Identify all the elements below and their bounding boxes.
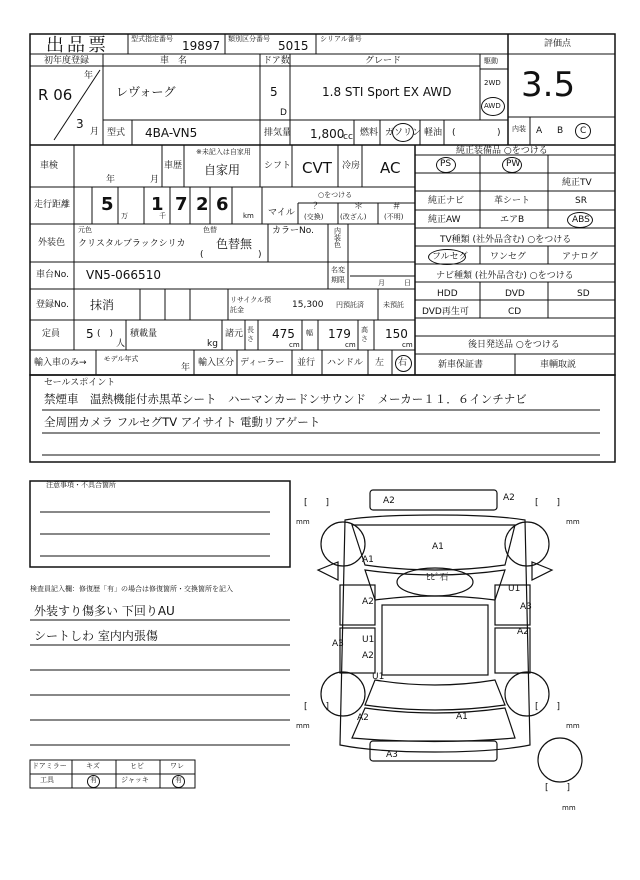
drive-option-awd: AWD bbox=[484, 102, 501, 110]
damage-mark: A2 bbox=[357, 713, 369, 723]
original-color: クリスタルブラックシリカ bbox=[78, 239, 186, 249]
docs-item-warranty: 新車保証書 bbox=[438, 360, 484, 370]
tire-bracket-rr: [ ] bbox=[535, 702, 561, 712]
first-reg-label: 初年度登録 bbox=[44, 56, 90, 66]
unknown-mark: ＃ bbox=[392, 202, 402, 212]
color-paren-open: ( bbox=[200, 250, 204, 260]
drive-label: 駆動 bbox=[484, 57, 498, 65]
capacity-label: 定員 bbox=[42, 329, 61, 339]
damage-mark: A2 bbox=[362, 597, 374, 607]
capacity-persons-paren: ( ) bbox=[97, 329, 114, 339]
fuel-other-close: ) bbox=[497, 128, 501, 138]
sales-points-line-1: 禁煙車 温熱機能付赤黒革シート ハーマンカードンサウンド メーカー１１．６インチナビ bbox=[44, 392, 527, 406]
displacement: 1,800 bbox=[310, 127, 345, 141]
model-spec-label: 型式指定番号 bbox=[131, 35, 173, 43]
model-spec-no: 19897 bbox=[182, 39, 221, 53]
model-label: 型式 bbox=[107, 128, 126, 138]
name-change-day: 日 bbox=[404, 279, 411, 287]
tv-header: TV種類 (社外品含む) ○をつける bbox=[440, 235, 572, 245]
mileage-sen-unit: 千 bbox=[159, 212, 166, 220]
rating-label: 評価点 bbox=[544, 39, 572, 49]
legend-tools-value: 有 bbox=[90, 776, 97, 784]
damage-mark: U1 bbox=[508, 584, 521, 594]
mileage-circle-note: ○をつける bbox=[318, 191, 353, 199]
interior-option-c: C bbox=[580, 126, 587, 136]
grade: 1.8 STI Sport EX AWD bbox=[322, 85, 452, 99]
ac-label: 冷房 bbox=[342, 161, 361, 171]
genuine-header: 純正装備品 ○をつける bbox=[456, 146, 548, 156]
handle-selected-circle bbox=[395, 355, 412, 372]
unknown-label: (不明) bbox=[384, 213, 404, 221]
door-type: D bbox=[280, 108, 287, 118]
navi-header: ナビ種類 (社外品含む) ○をつける bbox=[436, 271, 574, 281]
damage-mark: A2 bbox=[362, 651, 374, 661]
tire-bracket-fl: [ ] bbox=[304, 498, 330, 508]
legend-tools: 工具 bbox=[40, 776, 54, 784]
legend-header-crack: ヒビ bbox=[130, 762, 144, 770]
sheet-title: 出品票 bbox=[46, 35, 109, 56]
damage-mark: A3 bbox=[332, 639, 344, 649]
length: 475 bbox=[272, 327, 295, 341]
navi-item-sd: SD bbox=[577, 289, 590, 299]
fuel-diesel: 軽油 bbox=[424, 128, 443, 138]
model-code: 4BA-VN5 bbox=[145, 126, 198, 140]
car-name-label: 車 名 bbox=[160, 56, 188, 66]
capacity-persons-unit: 人 bbox=[116, 339, 126, 349]
height-label: 高さ bbox=[361, 326, 368, 343]
fuel-selected-circle bbox=[392, 123, 414, 142]
legend-header-break: ワレ bbox=[170, 762, 184, 770]
width-unit: cm bbox=[345, 341, 356, 349]
damage-mark: ﾋﾋﾞ石 bbox=[426, 573, 449, 583]
interior-rating-label: 内装 bbox=[512, 125, 526, 133]
history: 自家用 bbox=[204, 163, 241, 177]
mileage-digit-1: 5 bbox=[101, 194, 114, 215]
interior-option-a: A bbox=[536, 126, 543, 136]
damage-mark: A2 bbox=[517, 627, 529, 637]
history-label: 車歴 bbox=[164, 161, 183, 171]
dims-label: 諸元 bbox=[225, 329, 244, 339]
ac: AC bbox=[380, 159, 401, 177]
recycle-status: 円預託済 bbox=[336, 301, 364, 309]
load-label: 積載量 bbox=[130, 329, 158, 339]
chassis-no: VN5-066510 bbox=[86, 268, 161, 282]
notes-label: 注意事項・不具合箇所 bbox=[46, 481, 116, 489]
tire-mm-rr: mm bbox=[566, 722, 580, 730]
legend-header-mirror: ドアミラー bbox=[32, 762, 67, 770]
inspector-line-2: シートしわ 室内内張傷 bbox=[34, 629, 158, 643]
recycle-amount: 15,300 bbox=[292, 300, 324, 310]
legend-header-scratch: キズ bbox=[86, 762, 100, 770]
damage-mark: A2 bbox=[503, 493, 515, 503]
genuine-item-navi: 純正ナビ bbox=[428, 196, 465, 206]
fuel-label: 燃料 bbox=[360, 128, 379, 138]
handle-label: ハンドル bbox=[327, 358, 364, 368]
tire-mm-rl: mm bbox=[296, 722, 310, 730]
altered-mark: ＊ bbox=[354, 202, 364, 212]
interior-option-b: B bbox=[557, 126, 564, 136]
genuine-item-sr: SR bbox=[575, 196, 587, 206]
sales-points-line-2: 全周囲カメラ フルセグTV アイサイト 電動リアゲート bbox=[44, 415, 321, 429]
tire-mm-fl: mm bbox=[296, 518, 310, 526]
sales-points-label: セールスポイント bbox=[44, 378, 116, 388]
load-unit: kg bbox=[207, 339, 218, 349]
legend-tools-circle bbox=[87, 775, 100, 788]
registration-value: 抹消 bbox=[90, 298, 115, 312]
navi-item-dvd: DVD bbox=[505, 289, 525, 299]
damage-mark: A3 bbox=[520, 602, 532, 612]
navi-item-hdd: HDD bbox=[437, 289, 458, 299]
first-reg-month-unit: 月 bbox=[90, 127, 100, 137]
legend-jack: ジャッキ bbox=[121, 776, 149, 784]
history-note: ※未記入は自家用 bbox=[196, 148, 251, 156]
damage-mark: A1 bbox=[456, 712, 468, 722]
recycle-label: リサイクル預託金 bbox=[230, 296, 272, 314]
genuine-item-tv: 純正TV bbox=[562, 178, 592, 188]
inspector-line-1: 外装すり傷多い 下回りAU bbox=[34, 604, 175, 618]
doors-label: ドア数 bbox=[263, 56, 290, 66]
shaken-year-unit: 年 bbox=[106, 175, 116, 185]
name-change-month: 月 bbox=[378, 279, 385, 287]
mileage-man-unit: 万 bbox=[121, 212, 128, 220]
navi-item-dvd-play: DVD再生可 bbox=[422, 307, 469, 317]
color-label: 外装色 bbox=[38, 238, 66, 248]
shift: CVT bbox=[302, 159, 332, 177]
color-no-label: カラーNo. bbox=[272, 226, 314, 236]
mileage-digit-2: 1 bbox=[151, 194, 164, 215]
width: 179 bbox=[328, 327, 351, 341]
drive-option-2wd: 2WD bbox=[484, 79, 501, 87]
handle-right: 右 bbox=[398, 358, 408, 368]
shaken-month-unit: 月 bbox=[150, 175, 160, 185]
damage-mark: A1 bbox=[432, 542, 444, 552]
tire-bracket-fr: [ ] bbox=[535, 498, 561, 508]
genuine-abs-circle bbox=[567, 212, 593, 228]
displacement-label: 排気量 bbox=[264, 128, 292, 138]
genuine-item-abs: ABS bbox=[572, 215, 590, 225]
width-label: 幅 bbox=[306, 329, 313, 337]
rating-score: 3.5 bbox=[521, 65, 576, 105]
first-reg-month: 3 bbox=[76, 117, 84, 131]
fuel-gasoline: ガソリン bbox=[385, 128, 422, 138]
exchange-label: (交換) bbox=[304, 213, 324, 221]
parallel-label: 並行 bbox=[297, 358, 316, 368]
import-label: 輸入車のみ→ bbox=[34, 358, 87, 368]
repaint: 色替無 bbox=[216, 237, 253, 251]
model-year-unit: 年 bbox=[181, 363, 191, 373]
capacity-persons: 5 bbox=[86, 327, 94, 341]
category-no: 5015 bbox=[278, 39, 309, 53]
tv-item-oneseg: ワンセグ bbox=[490, 252, 527, 262]
car-name: レヴォーグ bbox=[116, 85, 176, 99]
tire-mm-spare: mm bbox=[562, 804, 576, 812]
legend-jack-circle bbox=[172, 775, 185, 788]
mile-label: マイル bbox=[268, 208, 295, 218]
registration-label: 登録No. bbox=[36, 300, 69, 310]
mileage-digit-5: 6 bbox=[216, 194, 229, 215]
shaken-label: 車検 bbox=[40, 161, 59, 171]
altered-label: (改ざん) bbox=[340, 213, 367, 221]
grade-label: グレード bbox=[365, 56, 402, 66]
original-color-label: 元色 bbox=[78, 226, 92, 234]
length-label: 長さ bbox=[247, 326, 254, 343]
damage-mark: U1 bbox=[372, 672, 385, 682]
legend-jack-value: 有 bbox=[175, 776, 182, 784]
damage-mark: A2 bbox=[383, 496, 395, 506]
genuine-item-leather: 革シート bbox=[494, 196, 531, 206]
tv-item-analog: アナログ bbox=[562, 252, 599, 262]
color-code-label: 色替 bbox=[203, 226, 217, 234]
exchange-mark: ？ bbox=[313, 202, 323, 212]
chassis-label: 車台No. bbox=[36, 270, 69, 280]
tire-mm-fr: mm bbox=[566, 518, 580, 526]
navi-item-cd: CD bbox=[508, 307, 522, 317]
docs-header: 後日発送品 ○をつける bbox=[468, 340, 560, 350]
unpaid-label: 未預託 bbox=[383, 301, 404, 309]
genuine-ps-circle bbox=[436, 157, 456, 173]
tire-bracket-rl: [ ] bbox=[304, 702, 330, 712]
docs-item-manual: 車輌取説 bbox=[540, 360, 577, 370]
tv-item-fullseg: フルセグ bbox=[432, 252, 468, 262]
dealer-label: ディーラー bbox=[240, 358, 285, 368]
genuine-pw-circle bbox=[502, 157, 522, 173]
first-reg-year-unit: 年 bbox=[84, 71, 94, 81]
tv-selected-circle bbox=[428, 249, 466, 265]
category-label: 類別区分番号 bbox=[228, 35, 270, 43]
damage-mark: A1 bbox=[362, 555, 374, 565]
mileage-label: 走行距離 bbox=[34, 200, 71, 210]
fuel-other: ( bbox=[452, 128, 456, 138]
genuine-item-ps: PS bbox=[440, 159, 452, 169]
interior-color-label: 内装色 bbox=[334, 227, 341, 249]
inspector-label: 検査員記入欄：修復歴「有」の場合は修復箇所・交換箇所を記入 bbox=[30, 585, 233, 593]
mileage-digit-4: 2 bbox=[196, 194, 209, 215]
height: 150 bbox=[385, 327, 408, 341]
height-unit: cm bbox=[402, 341, 413, 349]
handle-left: 左 bbox=[375, 358, 385, 368]
genuine-item-airbag: エアB bbox=[500, 215, 525, 225]
damage-mark: A3 bbox=[386, 750, 398, 760]
shift-label: シフト bbox=[264, 161, 292, 171]
import-type-label: 輸入区分 bbox=[198, 358, 235, 368]
length-unit: cm bbox=[289, 341, 300, 349]
damage-mark: U1 bbox=[362, 635, 375, 645]
serial-label: シリアル番号 bbox=[320, 35, 362, 43]
drive-selected-circle bbox=[481, 97, 505, 116]
first-reg-era: R 06 bbox=[38, 86, 73, 104]
displacement-unit: cc bbox=[343, 132, 353, 142]
name-change-label: 名変期限 bbox=[331, 266, 345, 284]
model-year-label: モデル年式 bbox=[103, 355, 139, 363]
genuine-item-aw: 純正AW bbox=[428, 215, 461, 225]
mileage-km-unit: km bbox=[243, 212, 254, 220]
genuine-item-pw: PW bbox=[506, 159, 521, 169]
doors: 5 bbox=[270, 85, 278, 99]
tire-bracket-spare: [ ] bbox=[545, 783, 571, 793]
color-paren-close: ) bbox=[258, 250, 262, 260]
mileage-digit-3: 7 bbox=[175, 194, 188, 215]
